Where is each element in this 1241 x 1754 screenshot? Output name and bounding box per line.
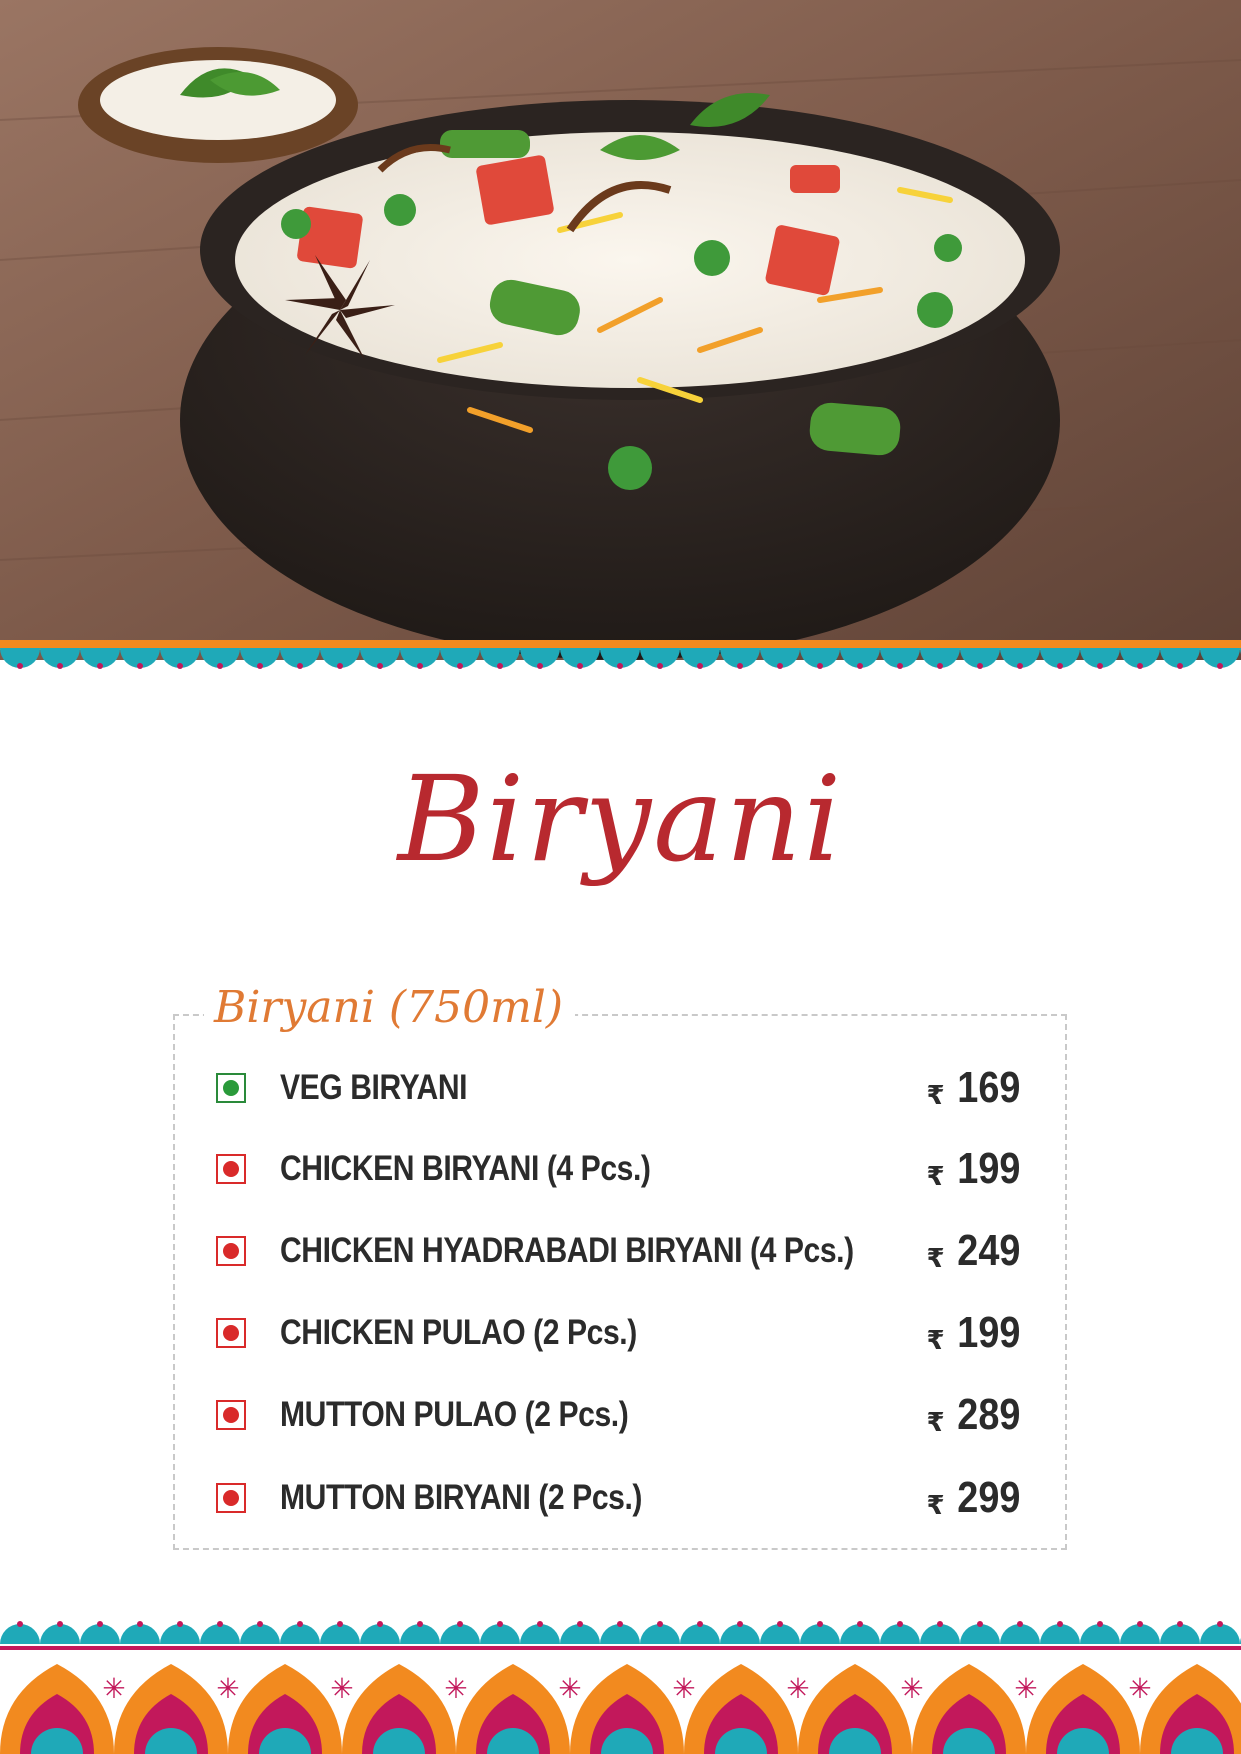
section-title: Biryani (750ml) bbox=[204, 984, 575, 1032]
menu-item bbox=[216, 1308, 1020, 1361]
item-price bbox=[926, 1474, 1020, 1532]
rupee-symbol: ₹ bbox=[926, 1491, 945, 1521]
price-amount: 249 bbox=[956, 1226, 1020, 1275]
menu-item bbox=[216, 1226, 1020, 1279]
item-price bbox=[926, 1309, 1020, 1367]
item-name: CHICKEN BIRYANI (4 Pcs.) bbox=[280, 1149, 651, 1188]
menu-item bbox=[216, 1063, 1020, 1116]
price-amount: 299 bbox=[956, 1473, 1020, 1522]
item-price bbox=[926, 1227, 1020, 1285]
biryani-bowl-illustration bbox=[0, 0, 1241, 660]
price-amount: 199 bbox=[956, 1144, 1020, 1193]
non-veg-indicator-icon bbox=[216, 1236, 246, 1266]
svg-text:✳: ✳ bbox=[102, 1672, 126, 1705]
item-name: CHICKEN PULAO (2 Pcs.) bbox=[280, 1313, 637, 1352]
non-veg-indicator-icon bbox=[216, 1318, 246, 1348]
decorative-border-bottom bbox=[0, 1618, 1241, 1754]
page-title: Biryani bbox=[397, 750, 844, 888]
svg-text:✳: ✳ bbox=[1128, 1672, 1152, 1705]
price-amount: 289 bbox=[956, 1390, 1020, 1439]
svg-text:✳: ✳ bbox=[900, 1672, 924, 1705]
non-veg-indicator-icon bbox=[216, 1400, 246, 1430]
rupee-symbol: ₹ bbox=[926, 1244, 945, 1274]
rupee-symbol: ₹ bbox=[926, 1081, 945, 1111]
rupee-symbol: ₹ bbox=[926, 1408, 945, 1438]
svg-text:✳: ✳ bbox=[1014, 1672, 1038, 1705]
item-name: MUTTON PULAO (2 Pcs.) bbox=[280, 1395, 629, 1434]
svg-text:✳: ✳ bbox=[330, 1672, 354, 1705]
svg-text:✳: ✳ bbox=[672, 1672, 696, 1705]
svg-text:✳: ✳ bbox=[786, 1672, 810, 1705]
item-name: VEG BIRYANI bbox=[280, 1068, 468, 1107]
menu-item bbox=[216, 1144, 1020, 1197]
svg-text:✳: ✳ bbox=[444, 1672, 468, 1705]
non-veg-indicator-icon bbox=[216, 1483, 246, 1513]
rupee-symbol: ₹ bbox=[926, 1326, 945, 1356]
item-price bbox=[926, 1145, 1020, 1203]
menu-item bbox=[216, 1473, 1020, 1526]
svg-text:✳: ✳ bbox=[558, 1672, 582, 1705]
item-name: MUTTON BIRYANI (2 Pcs.) bbox=[280, 1478, 642, 1517]
hero-food-photo bbox=[0, 0, 1241, 660]
item-price bbox=[926, 1064, 1020, 1122]
price-amount: 199 bbox=[956, 1308, 1020, 1357]
svg-text:✳: ✳ bbox=[216, 1672, 240, 1705]
menu-item bbox=[216, 1390, 1020, 1443]
veg-indicator-icon bbox=[216, 1073, 246, 1103]
item-price bbox=[926, 1391, 1020, 1449]
item-name: CHICKEN HYADRABADI BIRYANI (4 Pcs.) bbox=[280, 1231, 854, 1270]
price-amount: 169 bbox=[956, 1063, 1020, 1112]
rupee-symbol: ₹ bbox=[926, 1162, 945, 1192]
decorative-border-top bbox=[0, 640, 1241, 672]
non-veg-indicator-icon bbox=[216, 1154, 246, 1184]
